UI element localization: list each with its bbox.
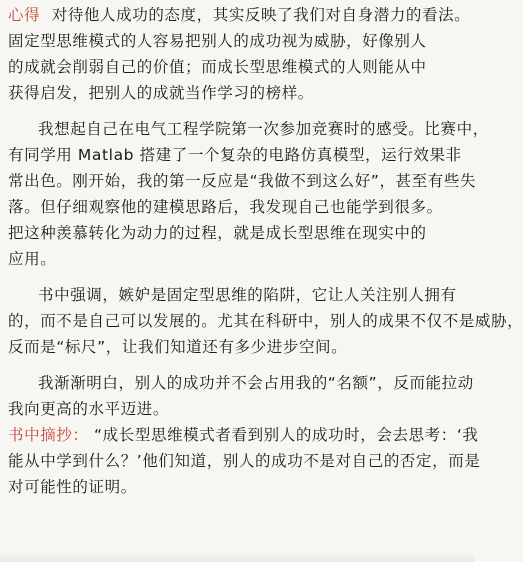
paragraph-gap [8,360,466,370]
paragraph-3-line-3: 反而是“标尺”，让我们知道还有多少进步空间。 [8,338,348,356]
excerpt-line-1: 书中摘抄： “成长型思维模式者看到别人的成功时，会去思考：‘我 [8,426,479,444]
paragraph-2-line-6: 应用。 [8,250,57,268]
paragraph-1-line-4: 获得启发，把别人的成就当作学习的榜样。 [8,84,314,102]
paragraph-2-line-2: 有同学用 Matlab 搭建了一个复杂的电路仿真模型，运行效果非 [8,146,462,164]
paragraph-2-line-1: 我想起自己在电气工程学院第一次参加竞赛时的感受。比赛中， [38,120,489,138]
paragraph-2-line-4: 落。但仔细观察他的建模思路后，我发现自己也能学到很多。 [8,198,443,216]
excerpt-label: 书中摘抄： [8,426,89,444]
paragraph-gap [8,272,466,282]
header-tag: 心得 [8,6,41,24]
paragraph-4-line-2: 我向更高的水平迈进。 [8,400,170,418]
paragraph-3-line-1: 书中强调，嫉妒是固定型思维的陷阱，它让人关注别人拥有 [38,286,457,304]
paragraph-gap [8,106,466,116]
excerpt-line-2: 能从中学到什么？’他们知道，别人的成功不是对自己的否定，而是 [8,452,481,470]
paragraph-2-line-5: 把这种羡慕转化为动力的过程，就是成长型思维在现实中的 [8,224,427,242]
paragraph-1-line-3: 的成就会削弱自己的价值；而成长型思维模式的人则能从中 [8,58,427,76]
paragraph-1-line-2: 固定型思维模式的人容易把别人的成功视为威胁，好像别人 [8,32,427,50]
excerpt-line-3: 对可能性的证明。 [8,478,137,496]
paragraph-2-line-3: 常出色。刚开始，我的第一反应是“我做不到这么好”，甚至有些失 [8,172,477,190]
page-bottom-shadow [0,552,474,562]
paragraph-1-line-1: 心得 对待他人成功的态度，其实反映了我们对自身潜力的看法。 [8,6,471,24]
paragraph-4-line-1: 我渐渐明白，别人的成功并不会占用我的“名额”，反而能拉动 [38,374,474,392]
paragraph-3-line-2: 的，而不是自己可以发展的。尤其在科研中，别人的成果不仅不是威胁， [8,312,523,330]
